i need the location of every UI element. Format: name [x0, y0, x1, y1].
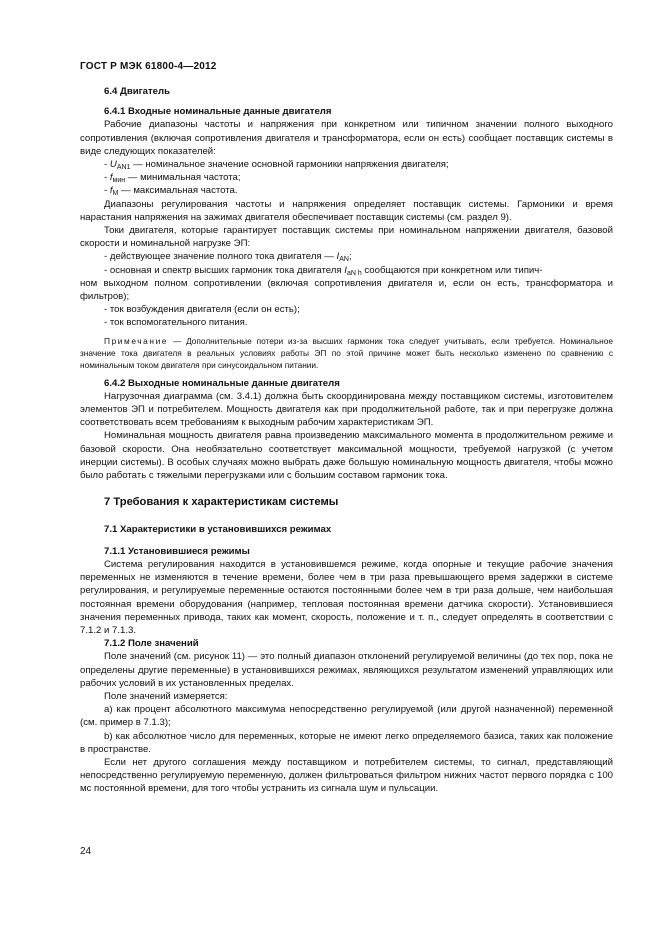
list-item: - основная и спектр высших гармоник тока двигателя $I_{aN h}$ сообщаются при конкретном или типич- — [104, 264, 543, 277]
note-label: Примечание — [104, 335, 169, 346]
list-item: - ток вспомогательного питания. — [104, 317, 248, 329]
list-item: - действующее значение полного тока двигателя — $I_{AN}$; — [104, 251, 352, 264]
list-item-text: действующее значение полного тока двигателя — — [109, 251, 337, 263]
list-item-text: — минимальная частота; — [125, 172, 241, 184]
list-item-continuation: ном выходном полном сопротивлении (включая сопротивления двигателя и, если он есть, трансформатора и фильтров); — [80, 277, 613, 303]
section-7-1-2-title: 7.1.2 Поле значений — [104, 638, 199, 650]
list-item: - $U_{AN1}$ — номинальное значение основной гармоники напряжения двигателя; — [104, 159, 449, 172]
running-header: ГОСТ Р МЭК 61800-4—2012 — [80, 61, 217, 72]
list-item-text: ток возбуждения двигателя (если он есть); — [109, 304, 300, 316]
list-item-text: ток вспомогательного питания. — [109, 317, 248, 329]
list-item-text: сообщаются при конкретном или типич- — [361, 264, 543, 276]
list-item-b: b) как абсолютное число для переменных, которые не имеют легко определяемого базиса, таких как положение в пространстве. — [80, 730, 613, 755]
section-7-1-title: 7.1 Характеристики в установившихся режимах — [104, 524, 332, 536]
list-item-a: а) как процент абсолютного максимума непосредственно регулируемой (или другой назначенной) переменной (см. пример в 7.1.3); — [80, 704, 613, 729]
symbol: I — [344, 264, 347, 276]
section-6-4-title: 6.4 Двигатель — [104, 86, 170, 97]
list-item: - ток возбуждения двигателя (если он есть); — [104, 304, 300, 316]
subscript: мин — [112, 177, 126, 185]
section-6-4-1-title: 6.4.1 Входные номинальные данные двигателя — [104, 106, 332, 118]
subscript: M — [112, 190, 119, 198]
list-item: - $f_M$ — максимальная частота. — [104, 185, 238, 198]
section-7-1-1-title: 7.1.1 Установившиеся режимы — [104, 545, 250, 557]
subscript: AN — [339, 256, 349, 264]
punctuation: ; — [348, 251, 352, 263]
note — [80, 335, 613, 371]
list-item-text: — номинальное значение основной гармоники напряжения двигателя; — [130, 159, 449, 171]
subscript: aN h — [346, 269, 362, 277]
paragraph: Рабочие диапазоны частоты и напряжения при конкретном или типичном значении полного выходного сопротивления (включая сопротивления двигателя и трансформатора, если он есть) сообщает поставщик системы в виде следующих показателей: — [80, 119, 613, 157]
subscript: AN1 — [116, 164, 131, 172]
paragraph: Система регулирования находится в установившемся режиме, когда опорные и текущие рабочие значения переменных не изменяются в течение времени, более чем в три раза превышающего время задержки в системе регулирования, и регулируемые переменные остаются постоянными более чем в три раза дольше, чем наибольшая постоянная времени оборудования (например, тепловая постоянная времени датчика скорости). Установившиеся значения переменных привода, таких как момент, скорость, положение и т. п., следует определять в соответствии с 7.1.2 и 7.1.3. — [80, 558, 613, 636]
symbol: f — [109, 172, 113, 184]
list-item-text: основная и спектр высших гармоник тока двигателя — [109, 264, 345, 276]
section-6-4-2-title: 6.4.2 Выходные номинальные данные двигателя — [104, 377, 340, 389]
list-item: - $f_{мин}$ — минимальная частота; — [104, 172, 241, 185]
list-item-text: — максимальная частота. — [118, 185, 238, 197]
note-text: — Дополнительные потери из-за высших гармоник тока следует учитывать, если требуется. Номинальное значение тока двигателя в реальных условиях работы ЭП по этой причине может быть несколько изменено по сравнению с номинальным током двигателя при синусоидальном питании. — [80, 335, 613, 370]
symbol: f — [109, 185, 113, 197]
page-body — [80, 85, 613, 796]
symbol: I — [336, 251, 340, 263]
paragraph: Поле значений измеряется: — [104, 690, 228, 702]
paragraph: Диапазоны регулирования частоты и напряжения определяет поставщик системы. Гармоники и время нарастания напряжения на зажимах двигателя обеспечивает поставщик системы (см. раздел 9). — [80, 198, 613, 223]
paragraph: Токи двигателя, которые гарантирует поставщик системы при номинальном напряжении двигателя, базовой скорости и номинальной нагрузке ЭП: — [80, 225, 613, 250]
section-7-title: 7 Требования к характеристикам системы — [104, 496, 339, 509]
paragraph: Нагрузочная диаграмма (см. 3.4.1) должна быть скоординирована между поставщиком системы, изготовителем элементов ЭП и потребителем. Мощность двигателя как при продолжительной работе, так и при перегрузке должна соответствовать всем требованиям к выходным рабочим характеристикам ЭП. — [80, 390, 613, 429]
paragraph: Поле значений (см. рисунок 11) — это полный диапазон отклонений регулируемой величины (до тех пор, пока не определены другие переменные) в установившихся режимах, являющихся результатом изменений управляющих или рабочих условий в их установленных пределах. — [80, 651, 613, 689]
symbol: U — [109, 159, 117, 171]
paragraph: Если нет другого соглашения между поставщиком и потребителем системы, то сигнал, представляющий непосредственно регулируемую переменную, должен фильтроваться фильтром нижних частот первого порядка с 100 мс постоянной времени, для того чтобы устранить из сигнала шум и пульсации. — [80, 756, 613, 795]
page-number: 24 — [80, 846, 92, 857]
paragraph: Номинальная мощность двигателя равна произведению максимального момента в продолжительном режиме и базовой скорости. Она необязательно соответствует максимальной мощности, требуемой нагрузкой (с учетом инерции системы). В особых случаях можно выбрать даже большую номинальную мощность двигателя, чтобы можно было работать с тяжелыми перегрузками или с большим составом гармоник тока. — [80, 430, 613, 482]
